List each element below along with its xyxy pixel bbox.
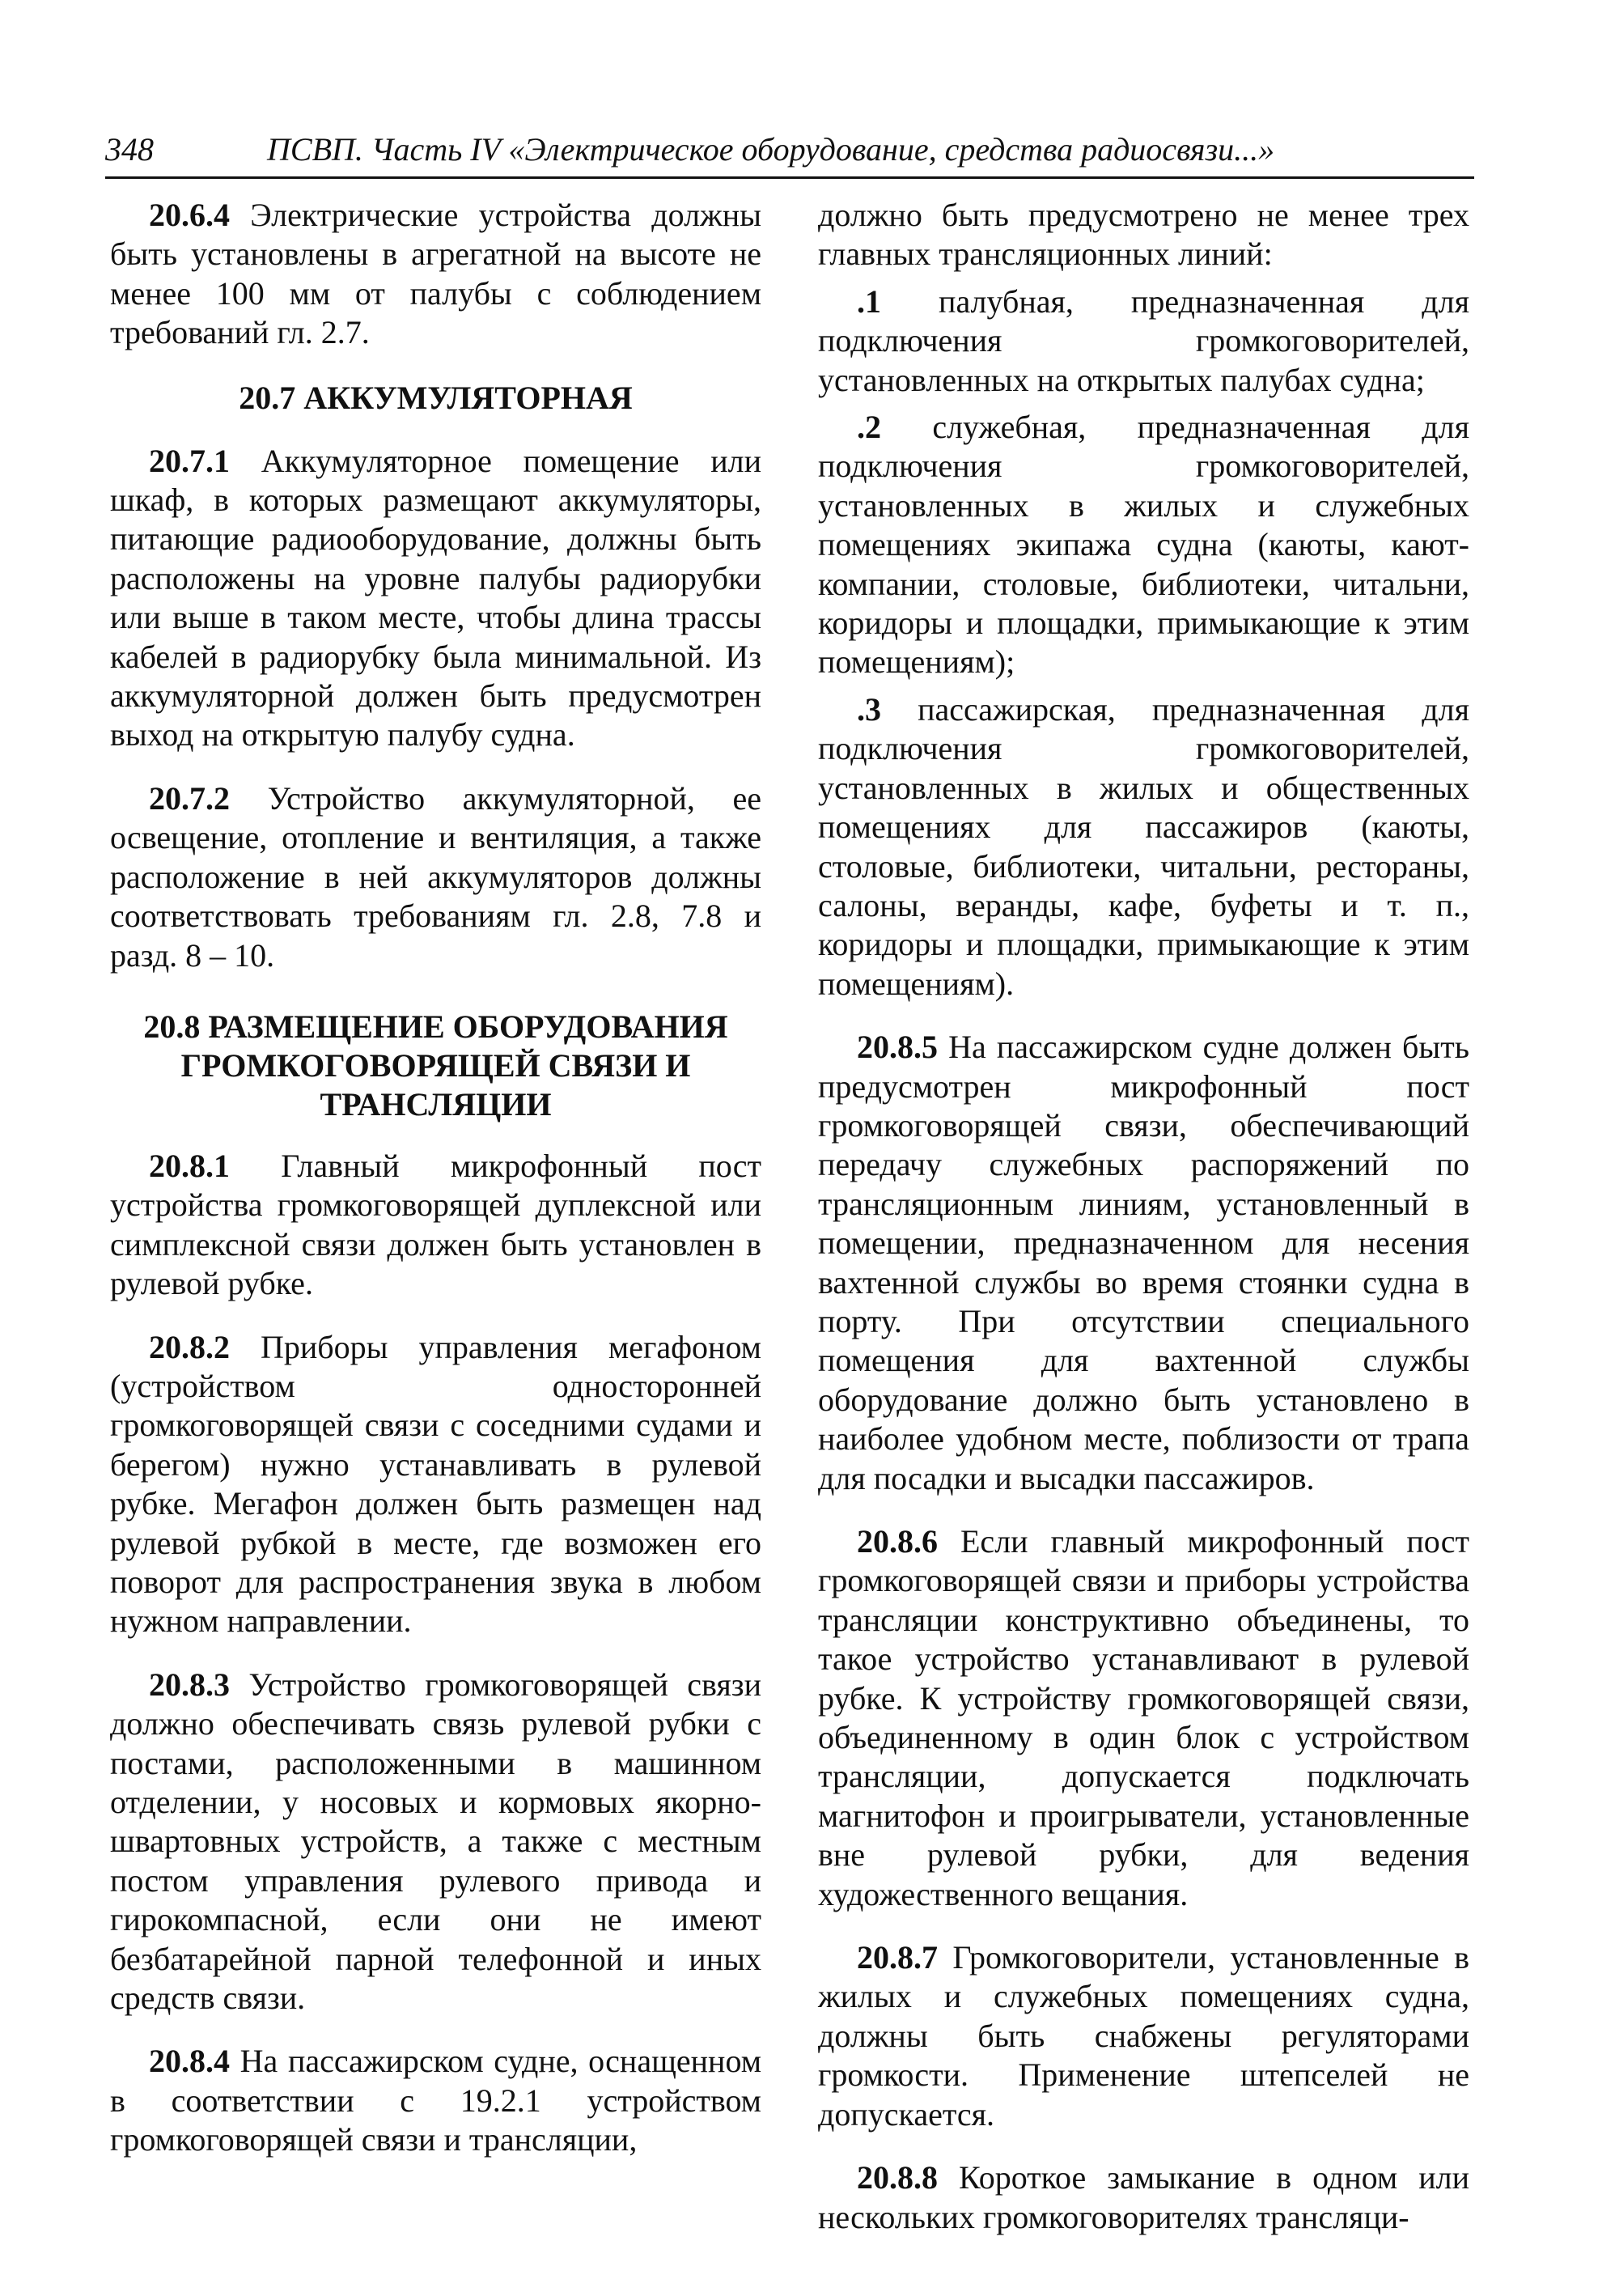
list-item-1: .1 палубная, предназначенная для подключения громкоговорителей, установленных на открытых палубах судна; — [818, 282, 1469, 398]
running-title: ПСВП. Часть IV «Электрическое оборудование, средства радиосвязи...» — [267, 131, 1275, 168]
paragraph-20-8-1: 20.8.1 Главный микрофонный пост устройства громкоговорящей дуплексной или симплексной связи должен быть установлен в рулевой рубке. — [110, 1147, 761, 1302]
paragraph-20-8-2: 20.8.2 Приборы управления мегафоном (устройством односторонней громкоговорящей связи с соседними судами и берегом) нужно устанавливать в рулевой рубке. Мегафон должен быть размещен над рулевой рубкой в месте, где возможен его поворот для распространения звука в любом нужном направлении. — [110, 1328, 761, 1640]
paragraph-20-8-7: 20.8.7 Громкоговорители, установленные в жилых и служебных помещениях судна, должны быть снабжены регуляторами громкости. Применение штепселей не допускается. — [818, 1939, 1469, 2133]
section-heading-20-7: 20.7 АККУМУЛЯТОРНАЯ — [239, 379, 633, 416]
paragraph-20-8-4-continuation: должно быть предусмотрено не менее трех главных трансляционных линий: — [818, 197, 1469, 273]
section-heading-20-8: 20.8 РАЗМЕЩЕНИЕ ОБОРУДОВАНИЯ ГРОМКОГОВОРЯЩЕЙ СВЯЗИ И ТРАНСЛЯЦИИ — [143, 1008, 728, 1123]
paragraph-20-8-8: 20.8.8 Короткое замыкание в одном или нескольких громкоговорителях трансляци- — [818, 2159, 1469, 2235]
page-number: 348 — [105, 131, 154, 168]
header-divider — [105, 176, 1474, 179]
list-item-2: .2 служебная, предназначенная для подключения громкоговорителей, установленных в жилых и служебных помещениях экипажа судна (каюты, кают-компании, столовые, библиотеки, читальни, коридоры и площадки, примыкающие к этим помещениям); — [818, 409, 1469, 681]
paragraph-20-8-6: 20.8.6 Если главный микрофонный пост громкоговорящей связи и приборы устройства трансляции конструктивно объединены, то такое устройство устанавливают в рулевой рубке. К устройству громкоговорящей связи, объединенному в один блок с устройством трансляции, допускается подключать магнитофон и проигрыватели, установленные вне рулевой рубки, для ведения художественного вещания. — [818, 1523, 1469, 1912]
paragraph-20-8-5: 20.8.5 На пассажирском судне должен быть предусмотрен микрофонный пост громкоговорящей связи, обеспечивающий передачу служебных распоряжений по трансляционным линиям, установленный в помещении, предназначенном для несения вахтенной службы во время стоянки судна в порту. При отсутствии специального помещения для вахтенной службы оборудование должно быть установлено в наиболее удобном месте, поблизости от трапа для посадки и высадки пассажиров. — [818, 1029, 1469, 1496]
paragraph-20-8-3: 20.8.3 Устройство громкоговорящей связи должно обеспечивать связь рулевой рубки с постами, расположенными в машинном отделении, у носовых и кормовых якорно-швартовных устройств, а также с местным постом управления рулевого привода и гирокомпасной, если они не имеют безбатарейной парной телефонной и иных средств связи. — [110, 1666, 762, 2017]
paragraph-20-7-1: 20.7.1 Аккумуляторное помещение или шкаф, в которых размещают аккумуляторы, питающие радиооборудование, должны быть расположены на уровне палубы радиорубки или выше в таком месте, чтобы длина трассы кабелей в радиорубку была минимальной. Из аккумуляторной должен быть предусмотрен выход на открытую палубу судна. — [110, 442, 762, 753]
page-header — [105, 129, 1473, 178]
list-item-3: .3 пассажирская, предназначенная для подключения громкоговорителей, установленных в жилых и общественных помещениях для пассажиров (каюты, столовые, библиотеки, читальни, рестораны, салоны, веранды, кафе, буфеты и т. п., коридоры и площадки, примыкающие к этим помещениям). — [818, 690, 1469, 1002]
paragraph-20-8-4: 20.8.4 На пассажирском судне, оснащенном в соответствии с 19.2.1 устройством громкоговорящей связи и трансляции, — [110, 2043, 761, 2158]
paragraph-20-7-2: 20.7.2 Устройство аккумуляторной, ее освещение, отопление и вентиляция, а также расположение в ней аккумуляторов должны соответствовать требованиям гл. 2.8, 7.8 и разд. 8 – 10. — [110, 779, 761, 974]
paragraph-20-6-4: 20.6.4 Электрические устройства должны быть установлены в агрегатной на высоте не менее 100 мм от палубы с соблюдением требований гл. 2.7. — [110, 197, 761, 351]
left-column — [110, 196, 761, 2184]
right-column — [818, 196, 1469, 2261]
